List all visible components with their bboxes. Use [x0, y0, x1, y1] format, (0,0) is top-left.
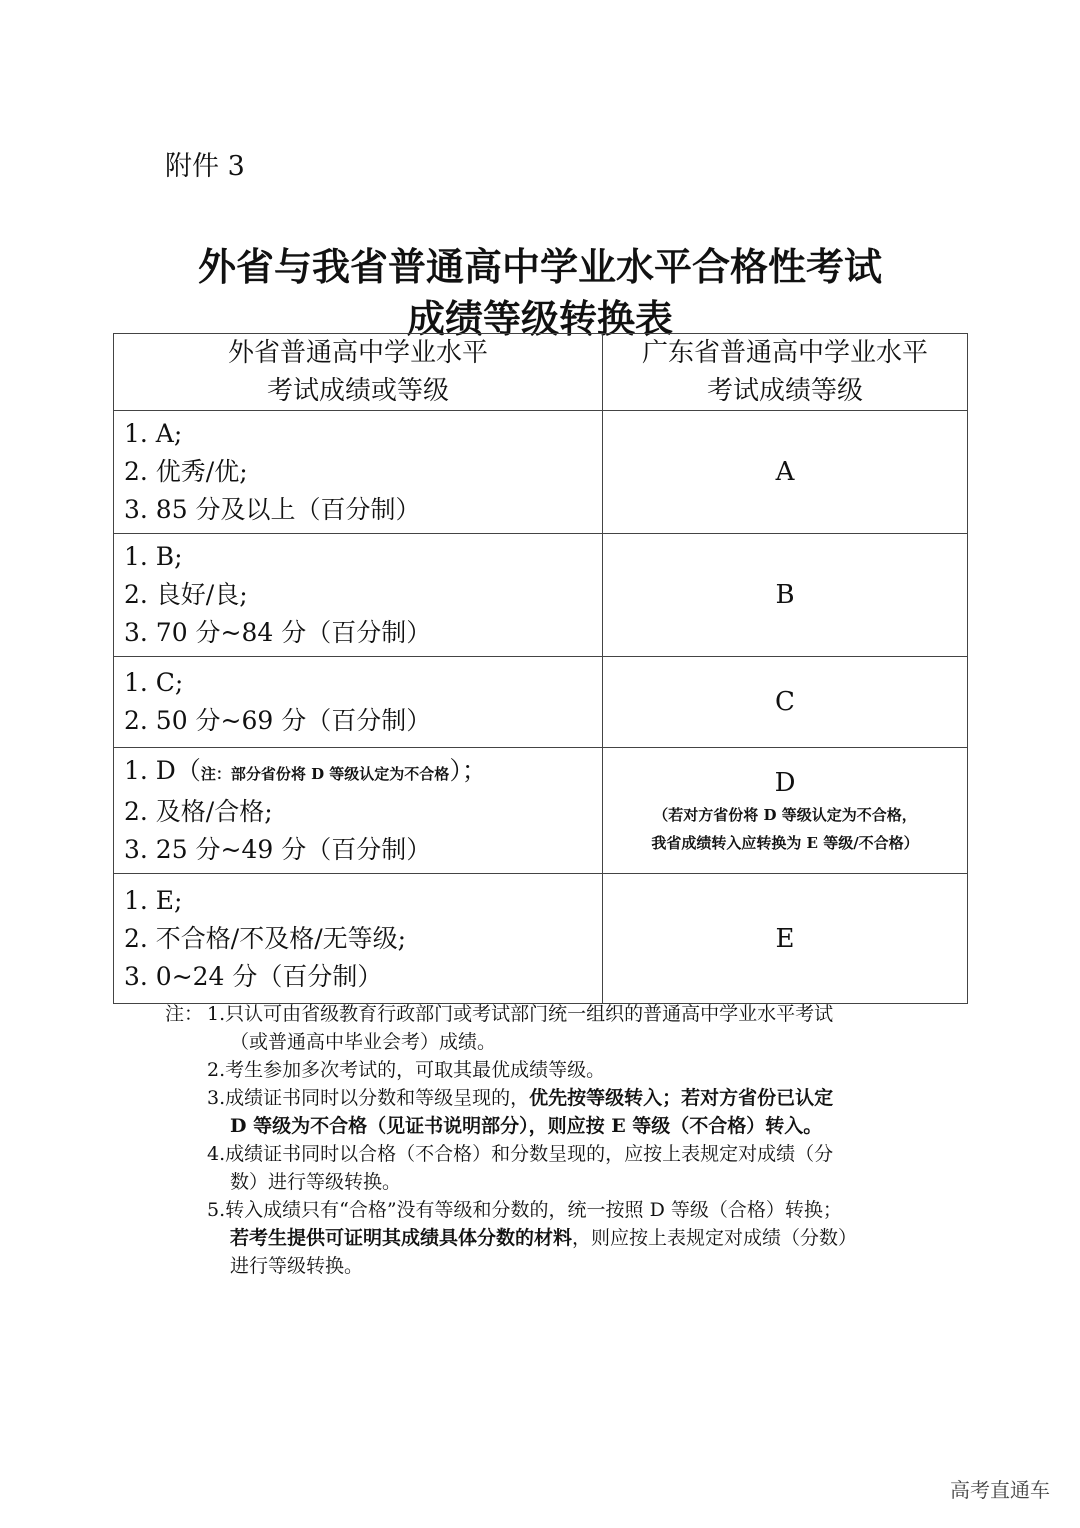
- note-3-line-1: [207, 1084, 945, 1112]
- header-right-line-2: 考试成绩等级: [706, 376, 863, 406]
- row-d-line-1: [124, 752, 602, 793]
- grade-conversion-table: [113, 333, 968, 1004]
- note-5-bold: 若考生提供可证明其成绩具体分数的材料: [230, 1227, 573, 1249]
- row-d-line-3: 3. 25 分~49 分（百分制）: [124, 835, 432, 864]
- row-b-line-2: 2. 良好/良;: [124, 580, 248, 609]
- header-cell-guangdong: [603, 334, 968, 411]
- row-a-source: [114, 411, 603, 534]
- header-cell-other-province: [114, 334, 603, 411]
- note-5-plain: ，则应按上表规定对成绩（分数）: [572, 1227, 858, 1249]
- row-a-line-2: 2. 优秀/优;: [124, 457, 248, 486]
- row-c-source: [114, 657, 603, 748]
- row-a-line-3: 3. 85 分及以上（百分制）: [124, 495, 421, 524]
- table-row-a: [114, 411, 968, 534]
- row-c-line-2: 2. 50 分~69 分（百分制）: [124, 706, 432, 735]
- table-row-e: [114, 874, 968, 1004]
- note-4-line-1: 4.成绩证书同时以合格（不合格）和分数呈现的，应按上表规定对成绩（分: [207, 1143, 834, 1165]
- note-5-line-2: [207, 1224, 945, 1252]
- row-d-line-1-end: ）；: [449, 756, 487, 785]
- row-d-source: [114, 748, 603, 874]
- page-title-line-2: 成绩等级转换表: [406, 297, 673, 341]
- row-a-grade: A: [603, 411, 968, 534]
- attachment-label: 附件 3: [165, 151, 245, 182]
- row-e-line-2: 2. 不合格/不及格/无等级;: [124, 923, 407, 953]
- note-3-bold: 优先按等级转入；若对方省份已认定: [529, 1087, 834, 1109]
- row-d-line-2: 2. 及格/合格;: [124, 797, 273, 826]
- row-d-line-1-note: 注：部分省份将 D 等级认定为不合格: [200, 765, 450, 783]
- row-d-grade-cell: [603, 748, 968, 874]
- page-title-line-1: 外省与我省普通高中学业水平合格性考试: [197, 245, 882, 289]
- header-right-line-1: 广东省普通高中学业水平: [641, 338, 928, 368]
- note-2: 2.考生参加多次考试的，可取其最优成绩等级。: [207, 1059, 606, 1081]
- note-3-line-2: D 等级为不合格（见证书说明部分），则应按 E 等级（不合格）转入。: [230, 1115, 823, 1137]
- notes-prefix: 注：: [165, 1003, 204, 1025]
- note-1-line-1: 1.只认可由省级教育行政部门或考试部门统一组织的普通高中学业水平考试: [207, 1003, 834, 1025]
- note-4-line-2: 数）进行等级转换。: [230, 1171, 402, 1193]
- table-row-b: [114, 534, 968, 657]
- row-d-line-1-main: 1. D（: [124, 756, 201, 785]
- row-a-line-1: 1. A;: [124, 419, 183, 448]
- row-d-grade: D: [774, 767, 796, 798]
- notes-row: [165, 1000, 945, 1280]
- row-b-line-1: 1. B;: [124, 542, 183, 571]
- row-c-line-1: 1. C;: [124, 668, 184, 697]
- note-5-line-3: 进行等级转换。: [230, 1255, 364, 1277]
- header-left-line-2: 考试成绩或等级: [266, 376, 449, 406]
- row-b-line-3: 3. 70 分~84 分（百分制）: [124, 618, 432, 647]
- table-row-c: [114, 657, 968, 748]
- row-b-grade: B: [603, 534, 968, 657]
- row-d-grade-note-1: （若对方省份将 D 等级认定为不合格，: [653, 805, 917, 824]
- note-3-plain: 3.成绩证书同时以分数和等级呈现的，: [207, 1087, 530, 1109]
- note-5-line-1: 5.转入成绩只有“合格”没有等级和分数的，统一按照 D 等级（合格）转换；: [207, 1199, 842, 1221]
- row-e-source: [114, 874, 603, 1004]
- row-e-line-1: 1. E;: [124, 885, 183, 915]
- note-1-line-2: （或普通高中毕业会考）成绩。: [230, 1031, 497, 1053]
- row-e-grade: E: [603, 874, 968, 1004]
- watermark: 高考直通车: [950, 1478, 1050, 1502]
- notes-body: [207, 1000, 945, 1280]
- table-row-d: [114, 748, 968, 874]
- row-e-line-3: 3. 0~24 分（百分制）: [124, 961, 383, 991]
- row-d-grade-note-2: 我省成绩转入应转换为 E 等级/不合格）: [651, 833, 919, 852]
- table-header-row: [114, 334, 968, 411]
- header-left-line-1: 外省普通高中学业水平: [227, 338, 488, 368]
- notes-section: [165, 1000, 945, 1280]
- row-c-grade: C: [603, 657, 968, 748]
- row-b-source: [114, 534, 603, 657]
